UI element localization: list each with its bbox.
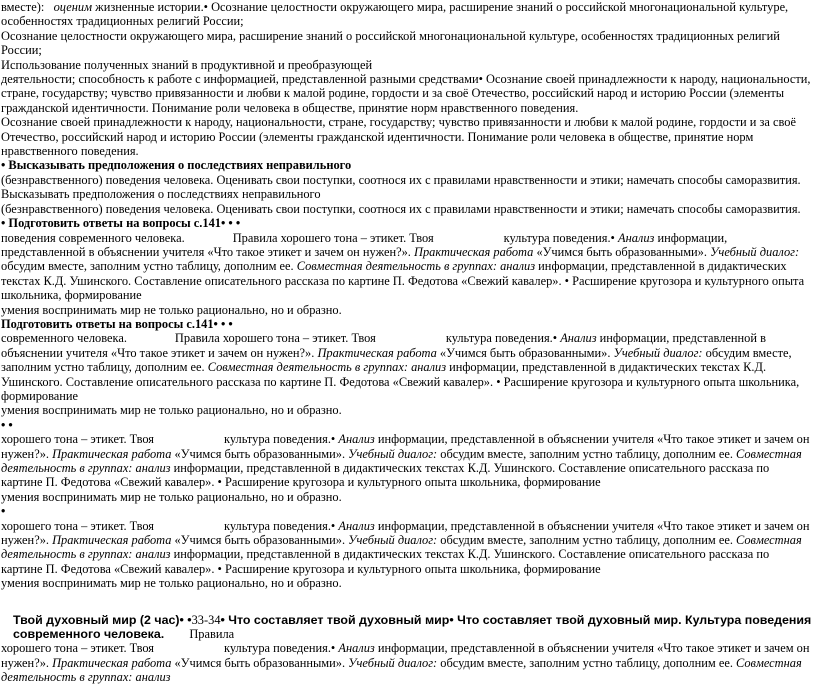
text-run: хорошего тона – этикет. Твоя xyxy=(1,518,155,533)
text-run: «Учимся быть образованными». xyxy=(533,244,711,259)
paragraph: (безнравственного) поведения человека. Оценивать свои поступки, соотнося их с правилами нравственности и этики; намечать способы саморазвития. xyxy=(1,201,801,216)
text-run-italic: Совместная деятельность в группах: анализ xyxy=(1,533,802,562)
text-run: хорошего тона – этикет. Твоя xyxy=(1,641,155,656)
text-run: информации, представленной в объяснении учителя «Что такое этикет и зачем он нужен?». xyxy=(1,641,810,670)
paragraph: Осознание целостности окружающего мира, расширение знаний о российской многонациональной культуре, особенностях традиционных религий России; xyxy=(1,28,780,58)
paragraph xyxy=(1,231,813,303)
paragraph xyxy=(1,613,813,642)
paragraph-bold: Подготовить ответы на вопросы с.141• • • xyxy=(1,316,233,331)
text-run: информации, представленной в дидактических текстах К.Д. Ушинского. Составление описательного рассказа по картине П. Федотова «Свежий кавалер». • Расширение кругозора и культурного опыта школьника, формирование xyxy=(1,259,805,303)
text-run: • Осознание целостности окружающего мира, расширение знаний о российской многонациональной культуре, особенностях традиционных религий России; xyxy=(1,0,789,29)
text-run: «Учимся быть образованными». xyxy=(171,533,349,548)
paragraph: умения воспринимать мир не только рационально, но и образно. xyxy=(1,403,342,418)
paragraph: Осознание своей принадлежности к народу, национальности, стране, государству; чувство привязанности и любви к малой родине, гордости и за своё Отечество, российский народ и историю России (элементы гражданской идентичности. Понимание роли человека в обществе, принятие норм нравственного поведения. xyxy=(1,115,796,159)
text-run: культура поведения.• xyxy=(224,518,336,533)
text-run-italic: Учебный диалог: xyxy=(348,446,438,461)
paragraph xyxy=(1,432,813,490)
text-run-italic: Совместная деятельность в группах: анализ xyxy=(207,360,447,375)
text-run: «Учимся быть образованными». xyxy=(171,446,349,461)
paragraph: умения воспринимать мир не только рационально, но и образно. xyxy=(1,576,342,591)
text-run: обсудим вместе, заполним устно таблицу, дополним ее. xyxy=(437,655,737,670)
text-run-italic: Анализ xyxy=(338,641,375,656)
text-run-italic: Учебный диалог: xyxy=(613,345,703,360)
section-heading: Твой духовный мир (2 час)• • xyxy=(13,612,192,627)
text-run: информации, представленной в объяснении учителя «Что такое этикет и зачем он нужен?». xyxy=(1,331,766,360)
text-run: современного человека. xyxy=(1,331,127,346)
text-run-italic: Анализ xyxy=(338,518,375,533)
text-run-italic: Практическая работа xyxy=(52,533,172,548)
text-run: информации, представленной в дидактических текстах К.Д. Ушинского. Составление описательного рассказа по картине П. Федотова «Свежий кавалер». • Расширение кругозора и культурного опыта школьника, формирование xyxy=(1,360,800,403)
text-run-italic: Учебный диалог: xyxy=(710,244,800,259)
text-run: обсудим вместе, заполним устно таблицу, дополним ее. xyxy=(437,446,737,461)
paragraph xyxy=(1,519,813,577)
paragraph: деятельности; способность к работе с информацией, представленной разными средствами• Осознание своей принадлежности к народу, национальности, стране, государству; чувство привязанности и любви к малой родине, гордости и за своё Отечество, российский народ и историю России (элементы гражданской идентичности. Понимание роли человека в обществе, принятие норм нравственного поведения. xyxy=(1,72,811,115)
paragraph xyxy=(1,641,813,684)
paragraph-bold: • • xyxy=(1,417,13,432)
text-run: Правила хорошего тона – этикет. Твоя xyxy=(174,331,376,346)
text-run: жизненные истории. xyxy=(92,0,204,14)
text-run-italic: Учебный диалог: xyxy=(348,655,438,670)
paragraph: Высказывать предположения о последствиях неправильного xyxy=(1,187,321,202)
paragraph: (безнравственного) поведения человека. Оценивать свои поступки, соотнося их с правилами нравственности и этики; намечать способы саморазвития. xyxy=(1,172,801,187)
text-run: информации, представленной в объяснении учителя «Что такое этикет и зачем он нужен?». xyxy=(1,432,810,461)
paragraph: умения воспринимать мир не только рационально, но и образно. xyxy=(1,302,342,317)
text-run-italic: Практическая работа xyxy=(317,345,437,360)
text-run-italic: Практическая работа xyxy=(52,446,172,461)
text-run: информации, представленной в дидактических текстах К.Д. Ушинского. Составление описательного рассказа по картине П. Федотова «Свежий кавалер». • Расширение кругозора и культурного опыта школьника, формирование xyxy=(1,547,770,576)
text-run: культура поведения.• xyxy=(224,641,336,656)
text-run-italic: Практическая работа xyxy=(52,655,172,670)
text-run: Правила xyxy=(189,627,235,642)
text-run: «Учимся быть образованными». xyxy=(436,345,614,360)
text-run: Правила хорошего тона – этикет. Твоя xyxy=(232,230,434,245)
text-run-italic: Практическая работа xyxy=(414,244,534,259)
paragraph xyxy=(1,0,813,29)
text-run: «Учимся быть образованными». xyxy=(171,655,349,670)
text-run-italic: Анализ xyxy=(338,432,375,447)
text-run-italic: Совместная деятельность в группах: анализ xyxy=(1,446,802,475)
paragraph-bold: • Подготовить ответы на вопросы с.141• • • xyxy=(1,216,241,231)
text-run-italic: оценим xyxy=(53,0,93,14)
text-run-italic: Совместная деятельность в группах: анализ xyxy=(1,655,802,685)
text-run: вместе): xyxy=(1,0,45,14)
paragraph-bold: • Высказывать предположения о последствиях неправильного xyxy=(1,158,352,173)
text-run: поведения современного человека. xyxy=(1,230,185,245)
text-run: обсудим вместе, заполним устно таблицу, дополним ее. xyxy=(1,259,294,274)
paragraph: Использование полученных знаний в продуктивной и преобразующей xyxy=(1,57,373,72)
text-run: хорошего тона – этикет. Твоя xyxy=(1,432,155,447)
text-run: культура поведения.• xyxy=(224,432,336,447)
text-run: информации, представленной в объяснении учителя «Что такое этикет и зачем он нужен?». xyxy=(1,518,810,548)
text-run: информации, представленной в объяснении учителя «Что такое этикет и зачем он нужен?». xyxy=(1,230,728,259)
paragraph: умения воспринимать мир не только рационально, но и образно. xyxy=(1,489,342,504)
text-run: культура поведения.• xyxy=(445,331,558,346)
lesson-number: 33-34 xyxy=(191,612,221,627)
text-run: информации, представленной в дидактических текстах К.Д. Ушинского. Составление описательного рассказа по картине П. Федотова «Свежий кавалер». • Расширение кругозора и культурного опыта школьника, формирование xyxy=(1,461,770,490)
text-run-italic: Анализ xyxy=(560,331,597,346)
paragraph xyxy=(1,331,813,403)
text-run: обсудим вместе, заполним устно таблицу, дополним ее. xyxy=(437,533,737,548)
text-run: обсудим вместе, заполним устно таблицу, дополним ее. xyxy=(1,345,792,375)
paragraph-bold: • xyxy=(1,504,6,519)
text-run-italic: Совместная деятельность в группах: анализ xyxy=(296,259,536,274)
section-heading-text: • Что составляет твой духовный мир• Что составляет твой духовный мир. Культура поведения современного человека. xyxy=(13,612,812,642)
text-run-italic: Анализ xyxy=(618,230,655,245)
text-run: культура поведения.• xyxy=(503,230,615,245)
text-run-italic: Учебный диалог: xyxy=(348,533,438,548)
